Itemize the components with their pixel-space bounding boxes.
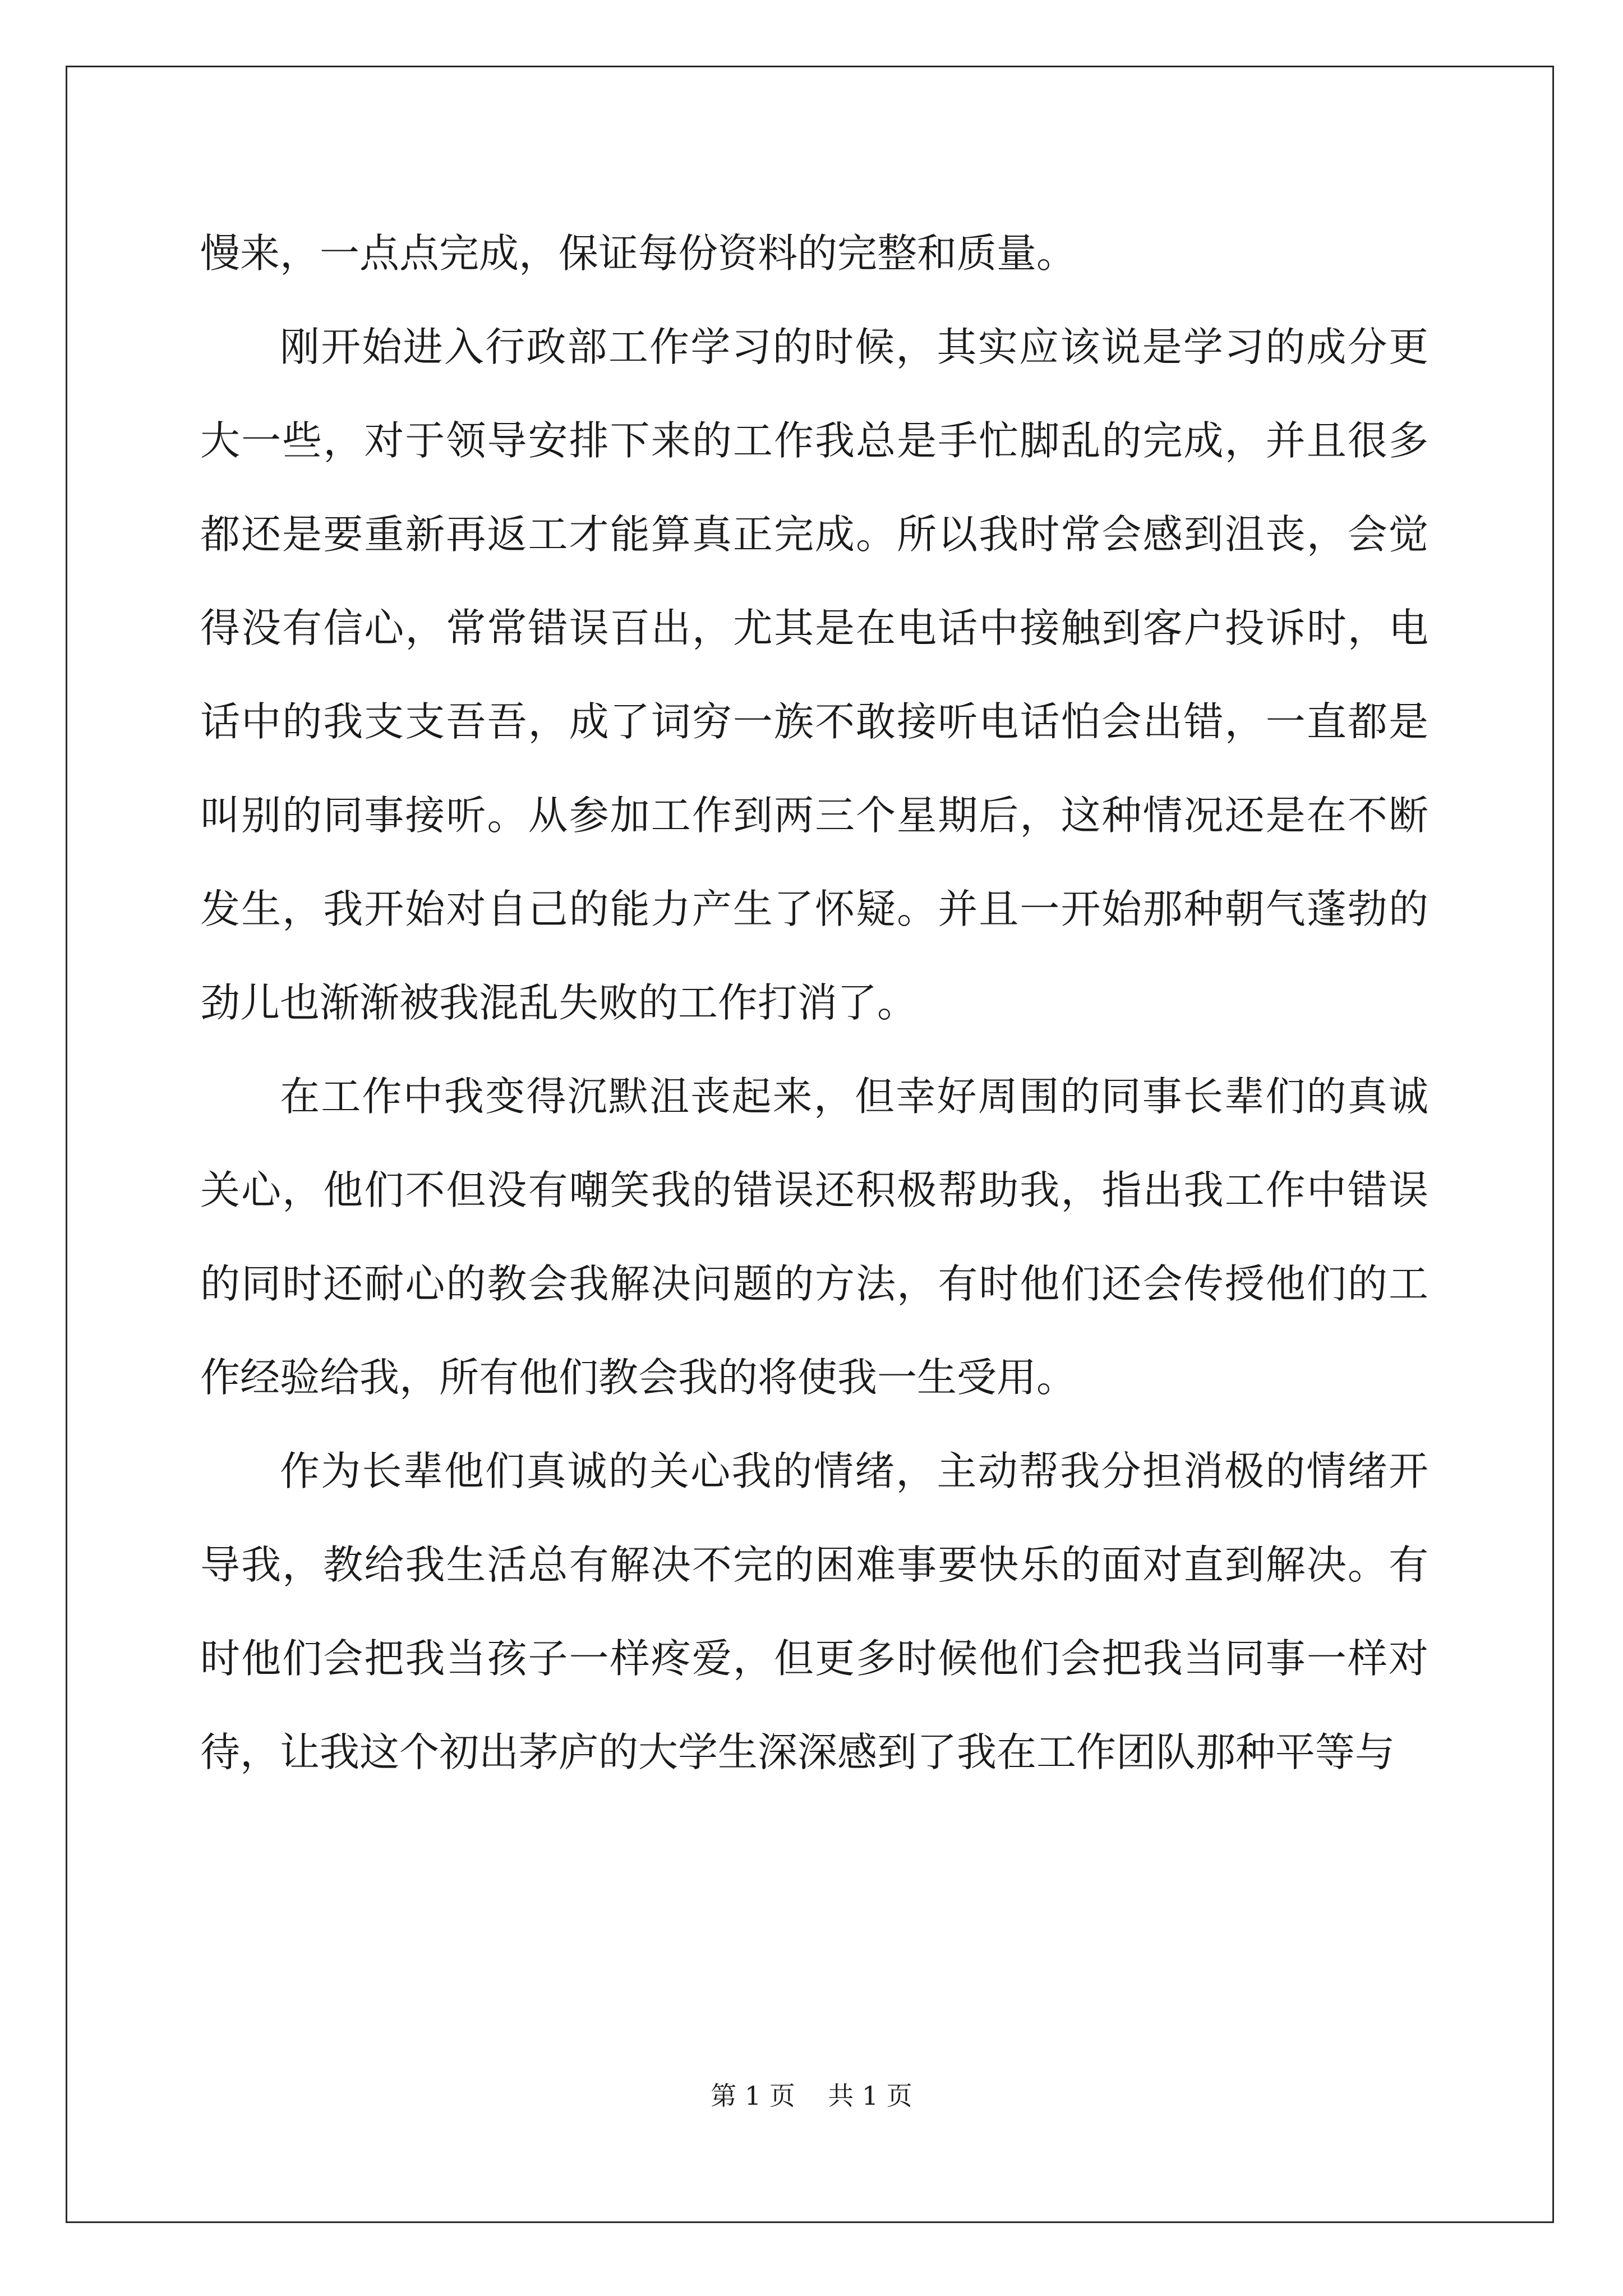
paragraph-4: 作为长辈他们真诚的关心我的情绪，主动帮我分担消极的情绪开导我，教给我生活总有解决不完的困难事要快乐的面对直到解决。有时他们会把我当孩子一样疼爱，但更多时候他们会把我当同事一样对待，让我这个初出茅庐的大学生深深感到了我在工作团队那种平等与 xyxy=(200,1448,1428,1775)
paragraph-1: 慢来，一点点完成，保证每份资料的完整和质量。 xyxy=(200,230,1077,277)
paragraph-2: 刚开始进入行政部工作学习的时候，其实应该说是学习的成分更大一些，对于领导安排下来的工作我总是手忙脚乱的完成，并且很多都还是要重新再返工才能算真正完成。所以我时常会感到沮丧，会觉得没有信心，常常错误百出，尤其是在电话中接触到客户投诉时，电话中的我支支吾吾，成了词穷一族不敢接听电话怕会出错，一直都是叫别的同事接听。从参加工作到两三个星期后，这种情况还是在不断发生，我开始对自己的能力产生了怀疑。并且一开始那种朝气蓬勃的劲儿也渐渐被我混乱失败的工作打消了。 xyxy=(200,324,1428,1026)
document-body xyxy=(200,206,1428,1799)
paragraph-3: 在工作中我变得沉默沮丧起来，但幸好周围的同事长辈们的真诚关心，他们不但没有嘲笑我的错误还积极帮助我，指出我工作中错误的同时还耐心的教会我解决问题的方法，有时他们还会传授他们的工作经验给我，所有他们教会我的将使我一生受用。 xyxy=(200,1073,1428,1401)
page-footer: 第 1 页 共 1 页 xyxy=(711,2081,912,2111)
